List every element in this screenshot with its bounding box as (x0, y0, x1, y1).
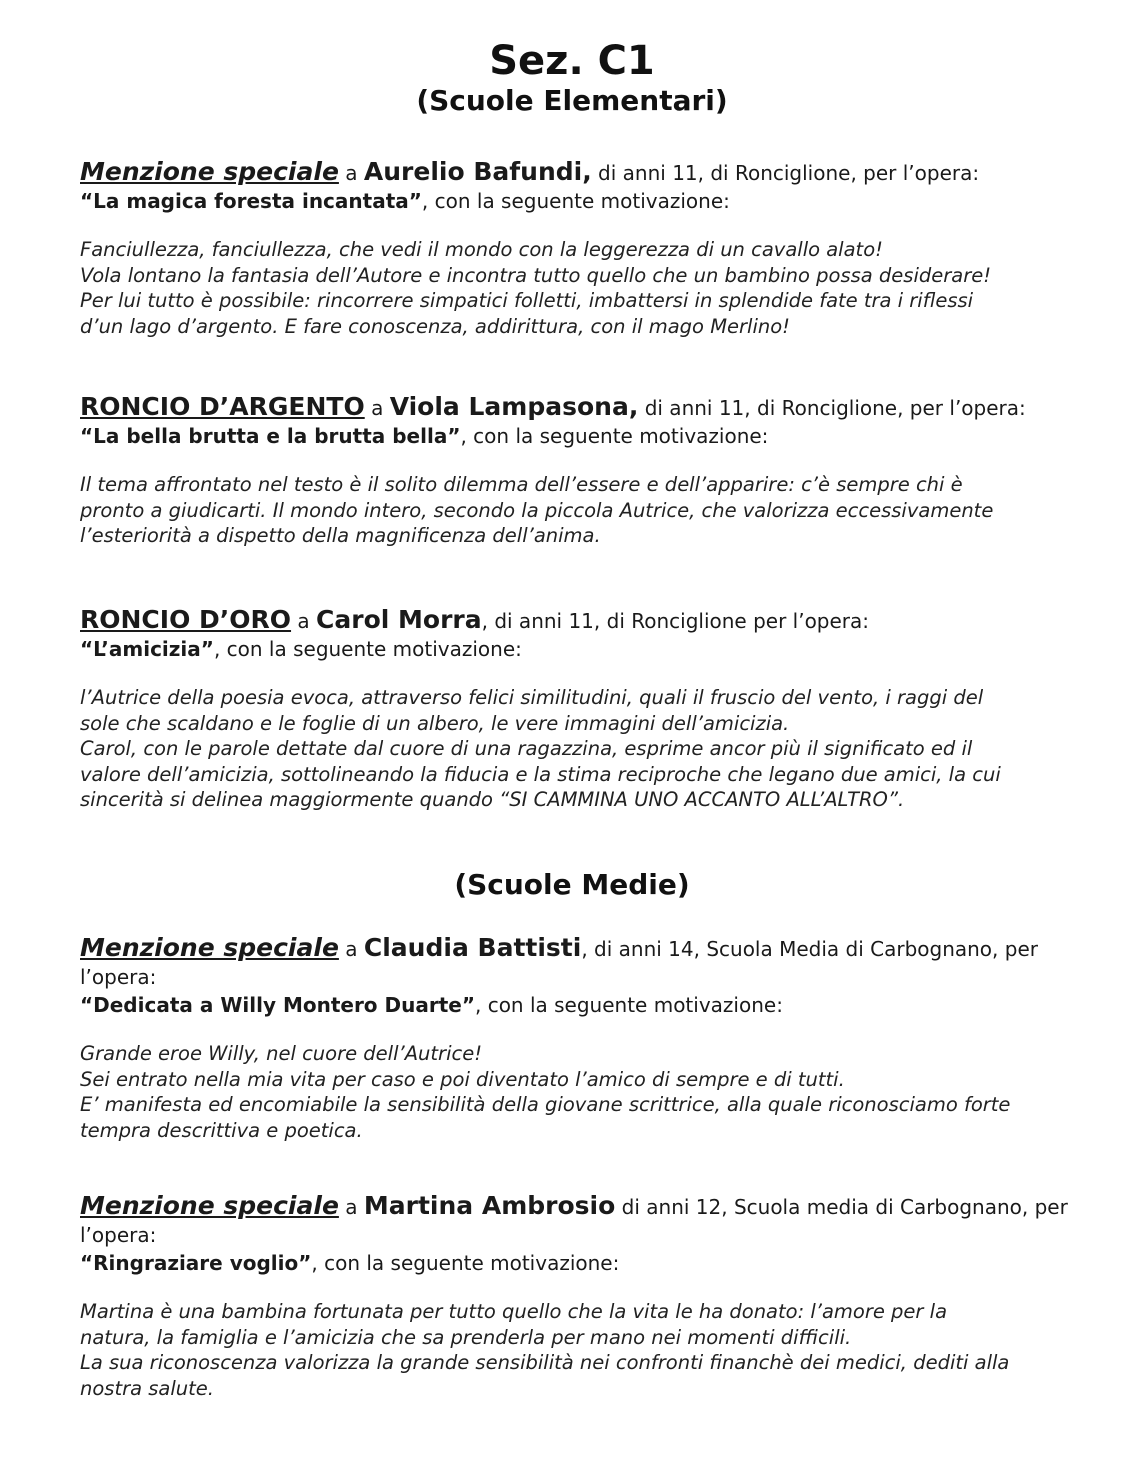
motivation-line: Vola lontano la fantasia dell’Autore e incontra tutto quello che un bambino possa desiderare! (80, 263, 992, 287)
entry-header (80, 934, 1070, 1019)
winner-details: di anni 11, di Ronciglione, per l’opera: (638, 396, 1026, 420)
motivation-text (80, 237, 1070, 339)
motivation-line: tempra descrittiva e poetica. (80, 1118, 363, 1142)
motivation-line: Sei entrato nella mia vita per caso e poi diventato l’amico di sempre e di tutti. (80, 1067, 845, 1091)
motivation-line: d’un lago d’argento. E fare conoscenza, addirittura, con il mago Merlino! (80, 314, 790, 338)
work-title: “L’amicizia” (80, 637, 214, 661)
motivation-line: E’ manifesta ed encomiabile la sensibilità della giovane scrittrice, alla quale riconosciamo forte (80, 1093, 1011, 1116)
motivation-line: sincerità si delinea maggiormente quando “SI CAMMINA UNO ACCANTO ALL’ALTRO”. (80, 788, 905, 811)
award-conjunction: a (338, 1195, 364, 1219)
motivation-intro: , con la seguente motivazione: (460, 424, 769, 448)
award-title: Menzione speciale (80, 157, 339, 186)
work-title: “La magica foresta incantata” (80, 189, 422, 213)
motivation-line: natura, la famiglia e l’amicizia che sa prenderla per mano nei momenti difficili. (80, 1325, 852, 1349)
award-entry (80, 606, 1070, 813)
work-title: “La bella brutta e la brutta bella” (80, 424, 461, 448)
award-title: Menzione speciale (80, 933, 339, 962)
motivation-intro: , con la seguente motivazione: (213, 637, 522, 661)
winner-details: , di anni 14, Scuola Media di Carbognano, per l’opera: (80, 937, 1038, 989)
motivation-intro: , con la seguente motivazione: (311, 1251, 620, 1275)
award-entry (80, 934, 1070, 1143)
motivation-intro: , con la seguente motivazione: (421, 189, 730, 213)
work-title: “Dedicata a Willy Montero Duarte” (80, 993, 475, 1017)
motivation-text (80, 685, 1070, 813)
award-entry (80, 393, 1070, 549)
winner-name: Claudia Battisti (363, 933, 582, 962)
section-heading-medie: (Scuole Medie) (454, 868, 690, 901)
entry-header (80, 606, 1070, 663)
motivation-line: l’Autrice della poesia evoca, attraverso felici similitudini, quali il fruscio del vento, i raggi del (80, 686, 984, 709)
motivation-intro: , con la seguente motivazione: (474, 993, 783, 1017)
award-entry (80, 158, 1070, 339)
motivation-line: Fanciullezza, fanciullezza, che vedi il mondo con la leggerezza di un cavallo alato! (80, 238, 883, 261)
motivation-text (80, 1299, 1070, 1401)
award-title: RONCIO D’ORO (80, 605, 292, 634)
winner-name: Carol Morra (316, 605, 482, 634)
motivation-line: sole che scaldano e le foglie di un albero, le vere immagini dell’amicizia. (80, 711, 790, 735)
motivation-line: Carol, con le parole dettate dal cuore di una ragazzina, esprime ancor più il significato ed il (80, 737, 973, 760)
award-title: RONCIO D’ARGENTO (80, 392, 365, 421)
entry-header (80, 393, 1070, 450)
winner-details: di anni 11, di Ronciglione, per l’opera: (591, 161, 980, 185)
motivation-line: Grande eroe Willy, nel cuore dell’Autrice! (80, 1042, 483, 1065)
winner-name: Martina Ambrosio (363, 1191, 616, 1220)
winner-name: Viola Lampasona, (389, 392, 639, 421)
award-conjunction: a (364, 396, 390, 420)
award-entry (80, 1192, 1070, 1401)
award-conjunction: a (338, 161, 364, 185)
motivation-line: valore dell’amicizia, sottolineando la fiducia e la stima reciproche che legano due amici, la cui (80, 762, 1001, 786)
motivation-line: l’esteriorità a dispetto della magnificenza dell’anima. (80, 524, 601, 547)
motivation-line: La sua riconoscenza valorizza la grande sensibilità nei confronti financhè dei medici, dediti alla (80, 1351, 1010, 1374)
entry-header (80, 1192, 1070, 1277)
award-title: Menzione speciale (80, 1191, 339, 1220)
motivation-line: Martina è una bambina fortunata per tutto quello che la vita le ha donato: l’amore per la (80, 1300, 948, 1323)
award-conjunction: a (291, 609, 317, 633)
section-heading-elementari: (Scuole Elementari) (416, 84, 728, 117)
work-title: “Ringraziare voglio” (80, 1251, 312, 1275)
entry-header (80, 158, 1070, 215)
motivation-text (80, 1041, 1070, 1143)
winner-details: di anni 12, Scuola media di Carbognano, per l’opera: (80, 1195, 1068, 1247)
winner-name: Aurelio Bafundi, (363, 157, 592, 186)
award-conjunction: a (338, 937, 364, 961)
winner-details: , di anni 11, di Ronciglione per l’opera: (481, 609, 870, 633)
motivation-line: nostra salute. (80, 1376, 214, 1400)
motivation-text (80, 472, 1070, 549)
motivation-line: Per lui tutto è possibile: rincorrere simpatici folletti, imbattersi in splendide fate tra i riflessi (80, 289, 974, 312)
motivation-line: pronto a giudicarti. Il mondo intero, secondo la piccola Autrice, che valorizza eccessivamente (80, 498, 994, 522)
motivation-line: Il tema affrontato nel testo è il solito dilemma dell’essere e dell’apparire: c’è sempre chi è (80, 473, 963, 496)
page-title: Sez. C1 (489, 38, 655, 84)
